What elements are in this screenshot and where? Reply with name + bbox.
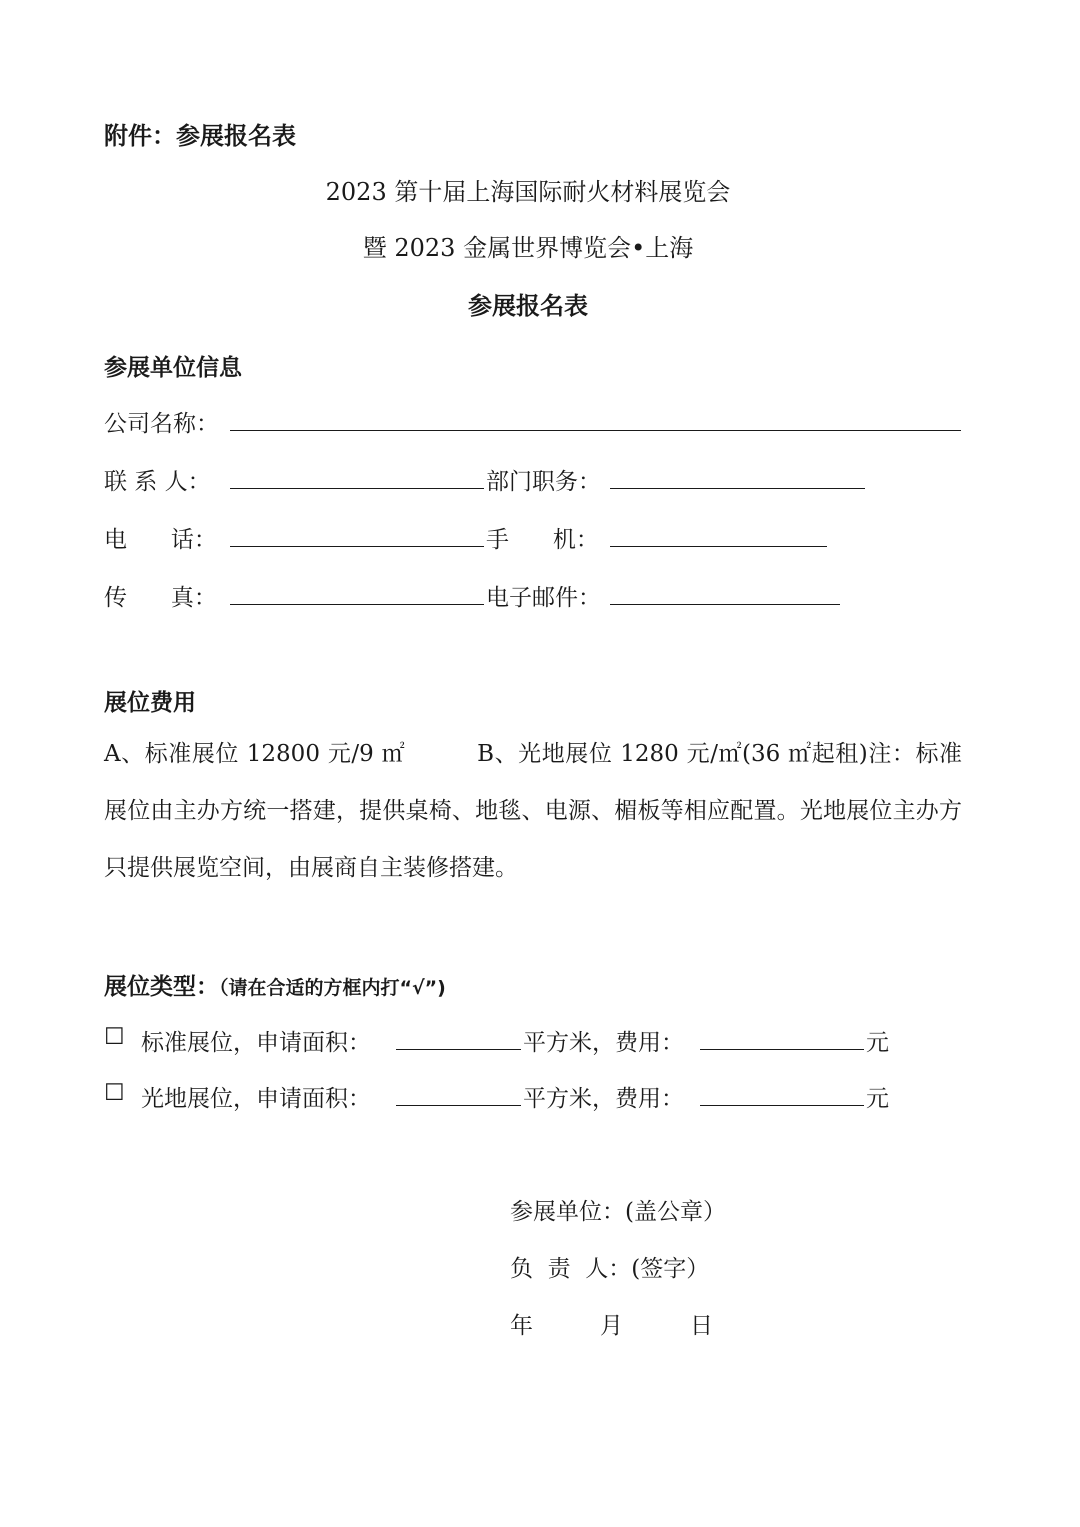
standard-booth-area-unit: 平方米，费用： [523, 1030, 684, 1056]
attachment-heading: 附件：参展报名表 [104, 122, 296, 150]
date-month: 月 [600, 1313, 623, 1339]
mobile-field[interactable] [610, 546, 827, 547]
fax-label: 传 真： [104, 585, 217, 611]
raw-space-area-field[interactable] [396, 1105, 521, 1106]
raw-space-checkbox[interactable]: ☐ [104, 1080, 125, 1106]
title-line-2: 暨 2023 金属世界博览会•上海 [362, 234, 694, 262]
company-name-label: 公司名称： [104, 411, 219, 437]
department-label: 部门职务： [486, 469, 601, 495]
fee-description [104, 726, 962, 897]
raw-space-fee-unit: 元 [866, 1086, 889, 1112]
booth-type-section [104, 968, 446, 1001]
standard-booth-checkbox[interactable]: ☐ [104, 1024, 125, 1050]
booth-type-hint: （请在合适的方框内打“√”) [219, 977, 446, 999]
booth-type-heading: 展位类型： [104, 974, 219, 1000]
phone-field[interactable] [230, 546, 484, 547]
standard-booth-label: 标准展位，申请面积： [141, 1030, 371, 1056]
company-section-heading: 参展单位信息 [104, 355, 242, 381]
fee-option-a: A、标准展位 12800 元/9 ㎡ [104, 741, 406, 767]
phone-label: 电 话： [104, 527, 217, 553]
company-name-field[interactable] [230, 430, 961, 431]
signature-unit-label: 参展单位：(盖公章） [510, 1199, 726, 1225]
fax-field[interactable] [230, 604, 484, 605]
fee-section-heading: 展位费用 [104, 690, 196, 716]
email-label: 电子邮件： [486, 585, 601, 611]
title-line-1: 2023 第十届上海国际耐火材料展览会 [325, 178, 731, 206]
raw-space-area-unit: 平方米，费用： [523, 1086, 684, 1112]
contact-label: 联 系 人： [104, 469, 211, 495]
standard-booth-fee-unit: 元 [866, 1030, 889, 1056]
standard-booth-fee-field[interactable] [700, 1049, 864, 1050]
email-field[interactable] [610, 604, 840, 605]
date-year: 年 [510, 1313, 533, 1339]
signature-person-label: 负 责 人：(签字） [510, 1256, 710, 1282]
raw-space-label: 光地展位，申请面积： [141, 1086, 371, 1112]
department-field[interactable] [610, 488, 865, 489]
date-day: 日 [690, 1313, 713, 1339]
contact-field[interactable] [230, 488, 484, 489]
standard-booth-area-field[interactable] [396, 1049, 521, 1050]
raw-space-fee-field[interactable] [700, 1105, 864, 1106]
form-title: 参展报名表 [468, 292, 588, 320]
fee-option-b: B、光地展位 1280 元/㎡(36 ㎡起租)注：标准展位由主办方统一搭建，提供桌椅、地毯、电源、楣板等相应配置。光地展位主办方只提供展览空间，由展商自主装修搭建。 [104, 741, 962, 881]
mobile-label: 手 机： [486, 527, 599, 553]
